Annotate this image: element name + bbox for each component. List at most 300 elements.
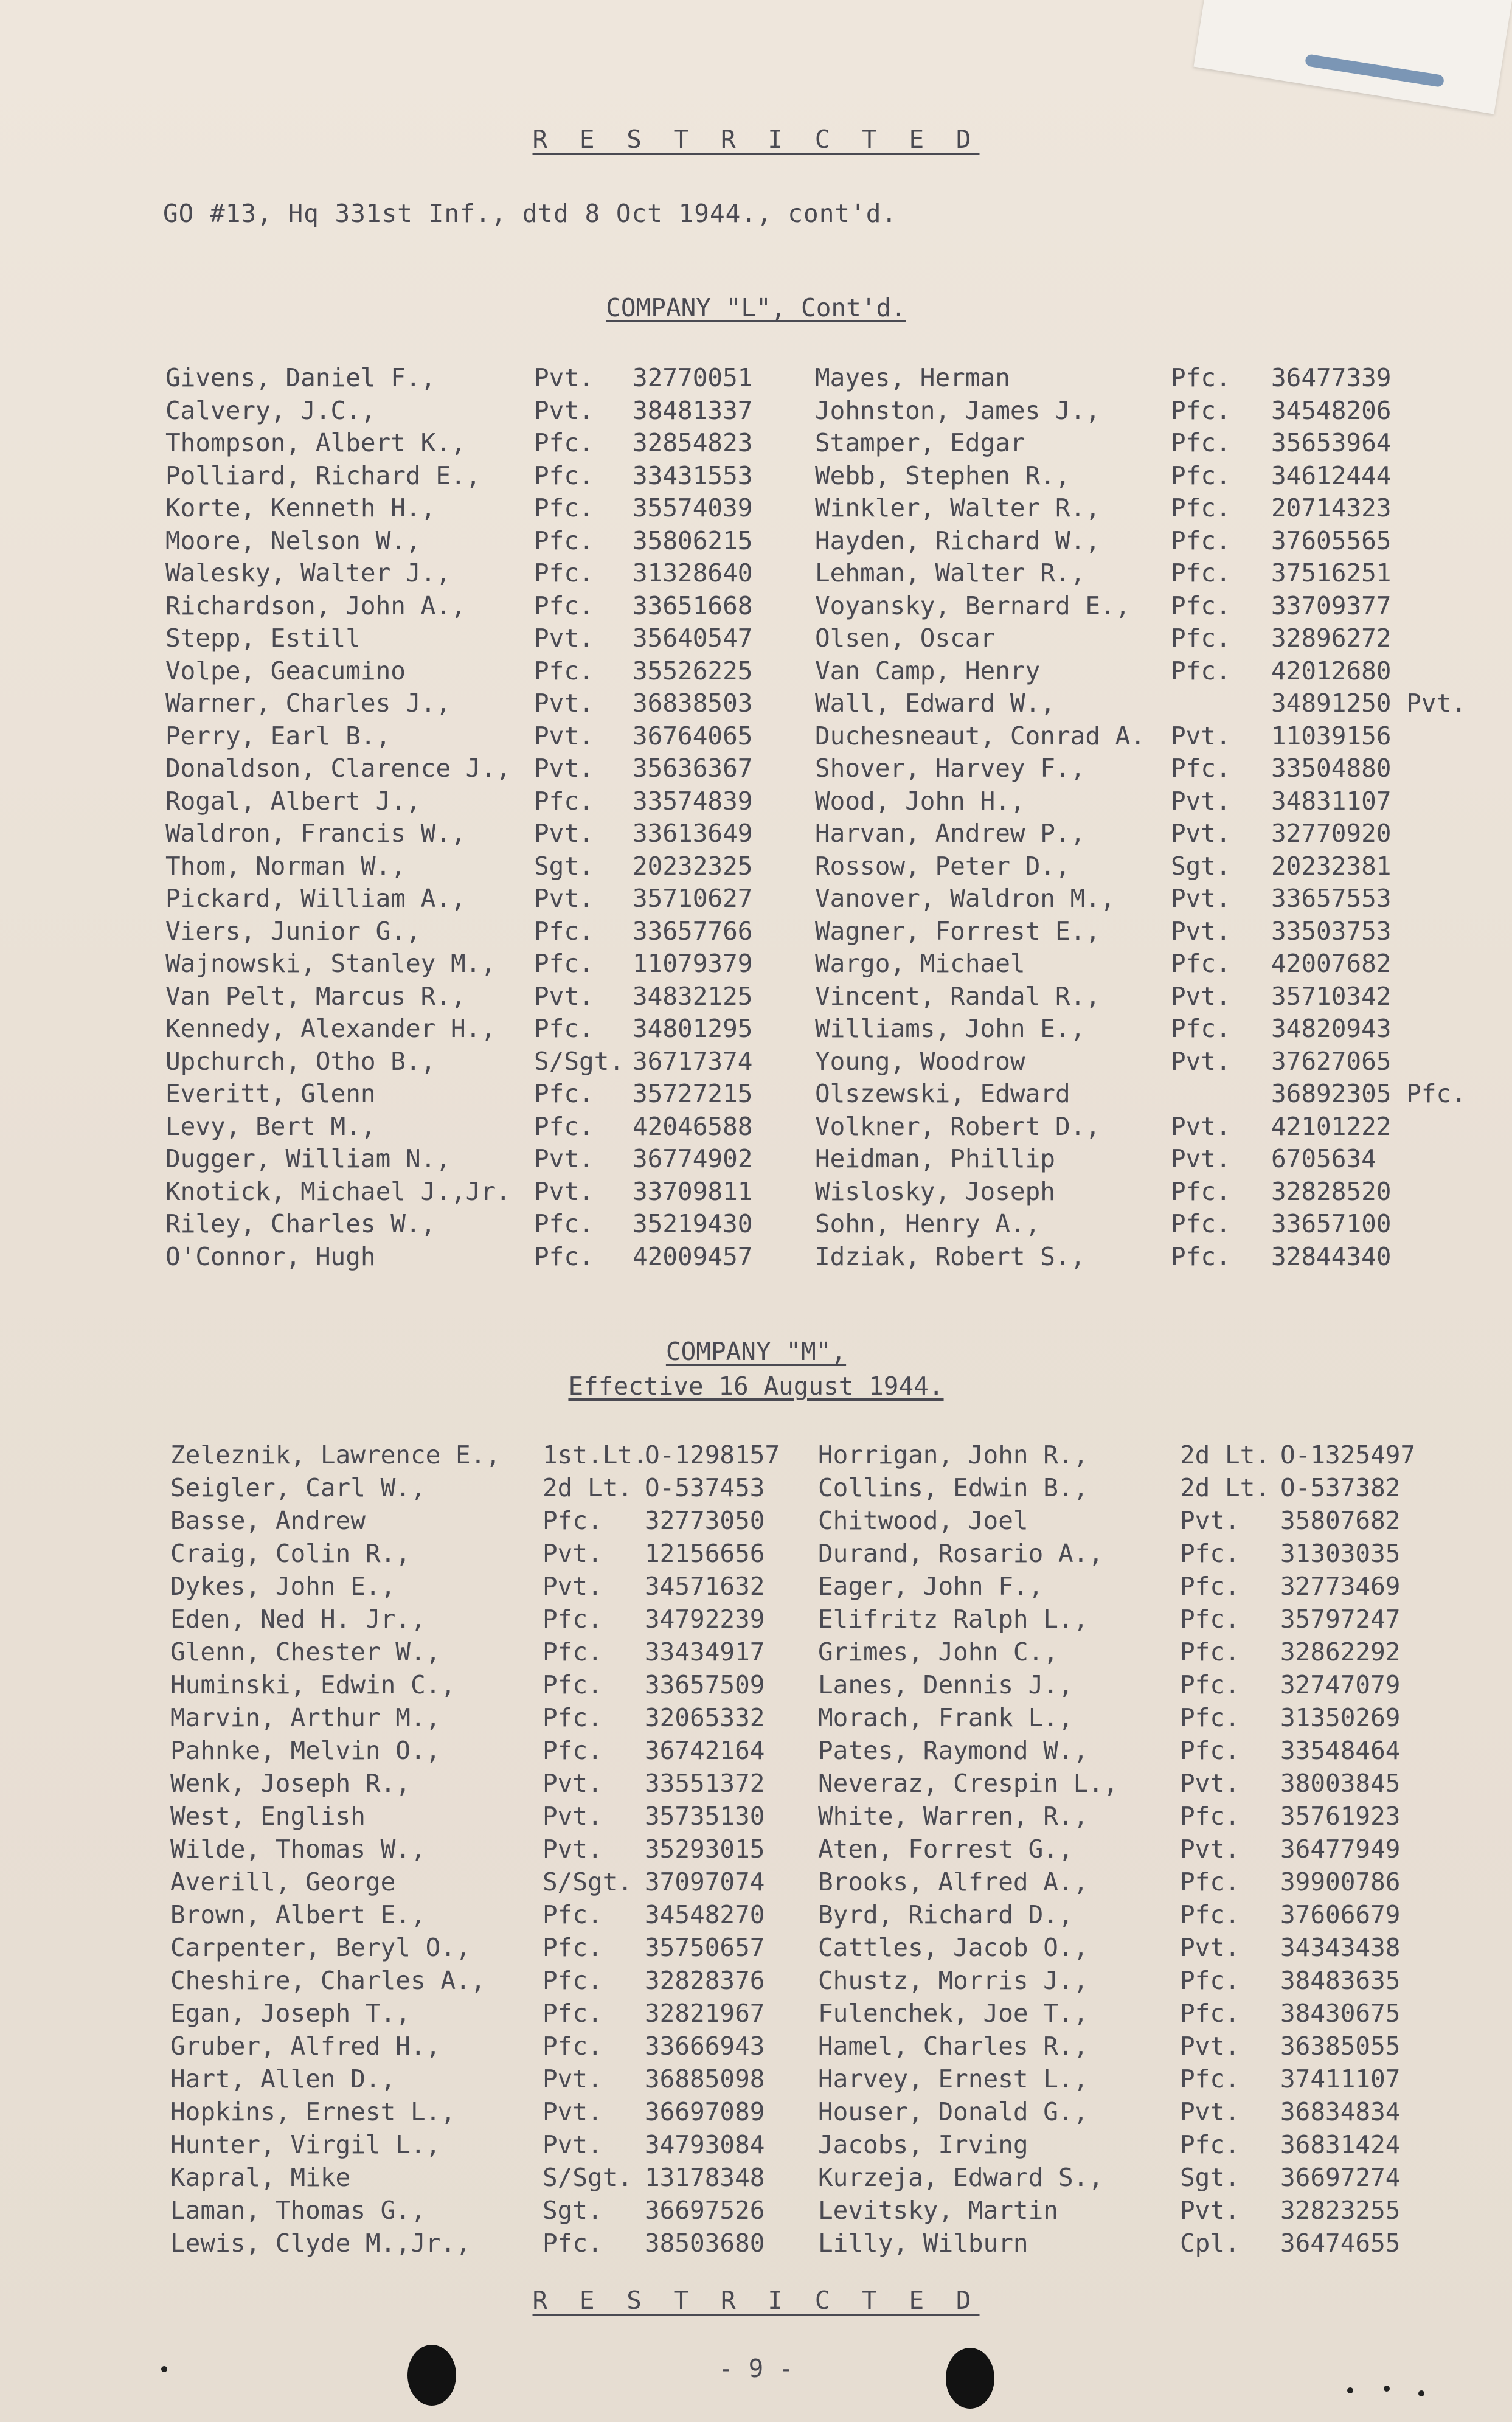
serial-right: 36834834 [1280,2097,1401,2126]
name-right: Cattles, Jacob O., [818,1933,1089,1962]
serial-left: 35636367 [633,754,753,783]
serial-left: 34793084 [645,2130,765,2159]
rank-left: Pfc. [543,1966,603,1995]
serial-right: 20714323 [1271,493,1392,522]
serial-right: 33504880 [1271,754,1392,783]
name-left: Everitt, Glenn [165,1079,376,1108]
rank-left: Pvt. [543,2130,603,2159]
rank-right: Pfc. [1171,558,1231,588]
serial-left: 33657766 [633,916,753,946]
roster-row [0,1241,1512,1273]
serial-left: 42046588 [633,1111,753,1141]
serial-left: 36885098 [645,2064,765,2094]
serial-left: 38503680 [645,2229,765,2258]
rank-left: Pvt. [534,1144,594,1173]
roster-row [0,622,1512,654]
rank-right: Pfc. [1171,1014,1231,1043]
rank-right: Pvt. [1171,884,1231,913]
roster-row [0,1965,1512,1997]
rank-left: Pfc. [534,1111,594,1141]
roster-row [0,2063,1512,2095]
name-left: Levy, Bert M., [165,1111,376,1141]
rank-left: Pfc. [543,1703,603,1732]
serial-right: 33657100 [1271,1209,1392,1238]
serial-right: 35710342 [1271,981,1392,1011]
name-right: Lanes, Dennis J., [818,1670,1073,1699]
rank-right: Pvt. [1171,819,1231,848]
rank-right: Pvt. [1171,721,1231,751]
name-left: Zeleznik, Lawrence E., [170,1440,501,1470]
rank-right: Pfc. [1171,1209,1231,1238]
serial-right: 6705634 [1271,1144,1376,1173]
roster-row [0,948,1512,980]
name-left: Calvery, J.C., [165,395,376,425]
name-left: Gruber, Alfred H., [170,2032,441,2061]
rank-left: Pvt. [534,884,594,913]
serial-right: 38483635 [1280,1966,1401,1995]
serial-right: 34548206 [1271,395,1392,425]
serial-right: 36892305 Pfc. [1271,1079,1466,1108]
serial-left: 34571632 [645,1572,765,1601]
rank-right: Pfc. [1180,2064,1240,2094]
serial-left: 36838503 [633,689,753,718]
serial-right: 36385055 [1280,2032,1401,2061]
name-right: White, Warren, R., [818,1802,1089,1831]
rank-right: Pvt. [1180,1933,1240,1962]
roster-row [0,2195,1512,2227]
name-left: Riley, Charles W., [165,1209,436,1238]
serial-right: 31350269 [1280,1703,1401,1732]
rank-left: Pfc. [543,1900,603,1929]
serial-right: 33503753 [1271,916,1392,946]
roster-row [0,1570,1512,1603]
roster-row [0,883,1512,915]
serial-left: 35219430 [633,1209,753,1238]
roster-row [0,1013,1512,1045]
section-l-title: COMPANY "L", Cont'd. [606,293,906,322]
name-left: Givens, Daniel F., [165,363,436,392]
roster-row [0,492,1512,524]
rank-right: Pvt. [1171,786,1231,816]
name-left: Perry, Earl B., [165,721,391,751]
rank-left: S/Sgt. [543,2163,633,2192]
rank-right: Pfc. [1180,1703,1240,1732]
serial-left: 33709811 [633,1176,753,1206]
name-left: Dugger, William N., [165,1144,451,1173]
name-right: Grimes, John C., [818,1637,1058,1667]
name-left: Thom, Norman W., [165,851,406,881]
name-left: Viers, Junior G., [165,916,421,946]
rank-left: Pfc. [543,1933,603,1962]
roster-row [0,655,1512,687]
rank-left: S/Sgt. [534,1046,625,1076]
roster-row [0,915,1512,948]
roster-row [0,752,1512,785]
rank-right: Pfc. [1171,526,1231,555]
name-left: Warner, Charles J., [165,689,451,718]
rank-left: Pfc. [543,1605,603,1634]
name-left: Glenn, Chester W., [170,1637,441,1667]
roster-row [0,427,1512,459]
serial-right: 35761923 [1280,1802,1401,1831]
rank-right: Pfc. [1180,1802,1240,1831]
roster-row [0,1997,1512,2030]
name-left: Egan, Joseph T., [170,1999,411,2028]
serial-right: 37605565 [1271,526,1392,555]
serial-left: 33431553 [633,460,753,490]
rank-right: Pfc. [1171,591,1231,620]
name-left: Cheshire, Charles A., [170,1966,486,1995]
name-left: Donaldson, Clarence J., [165,754,511,783]
tape-strip [1193,0,1512,114]
rank-left: Pfc. [543,2032,603,2061]
name-right: Stamper, Edgar [815,428,1025,457]
serial-left: 35727215 [633,1079,753,1108]
serial-left: 35526225 [633,656,753,685]
name-left: Dykes, John E., [170,1572,396,1601]
name-left: Richardson, John A., [165,591,466,620]
roster-row [0,1636,1512,1668]
rank-left: Pvt. [534,1176,594,1206]
roster-row [0,1046,1512,1078]
rank-right: Pvt. [1180,1769,1240,1798]
serial-left: 32770051 [633,363,753,392]
rank-left: Pfc. [534,786,594,816]
rank-right: Pfc. [1180,1605,1240,1634]
speck-left [161,2366,167,2372]
roster-row [0,525,1512,557]
rank-right: Pvt. [1180,1834,1240,1864]
name-right: Byrd, Richard D., [818,1900,1073,1929]
rank-right: Pfc. [1180,1572,1240,1601]
name-right: Pates, Raymond W., [818,1736,1089,1765]
name-right: Collins, Edwin B., [818,1473,1089,1502]
rank-right: Pvt. [1171,916,1231,946]
serial-right: 42012680 [1271,656,1392,685]
name-right: Harvey, Ernest L., [818,2064,1089,2094]
serial-right: O-537382 [1280,1473,1401,1502]
name-left: Upchurch, Otho B., [165,1046,436,1076]
name-right: Lilly, Wilburn [818,2229,1028,2258]
tape-mark [1305,54,1444,88]
rank-right: Pfc. [1171,1176,1231,1206]
name-left: Basse, Andrew [170,1506,366,1535]
rank-right: Pfc. [1171,428,1231,457]
rank-left: Pfc. [534,949,594,978]
roster-row [0,1768,1512,1800]
name-left: Thompson, Albert K., [165,428,466,457]
name-left: Pahnke, Melvin O., [170,1736,441,1765]
name-left: Volpe, Geacumino [165,656,406,685]
roster-row [0,817,1512,850]
rank-left: Pvt. [534,363,594,392]
rank-right: Pfc. [1171,949,1231,978]
roster-row [0,2030,1512,2063]
name-left: Brown, Albert E., [170,1900,426,1929]
name-right: Olsen, Oscar [815,623,996,653]
name-right: Eager, John F., [818,1572,1044,1601]
rank-left: Pvt. [534,981,594,1011]
serial-right: 33657553 [1271,884,1392,913]
name-right: Brooks, Alfred A., [818,1867,1089,1896]
name-left: Wajnowski, Stanley M., [165,949,496,978]
rank-left: Pfc. [543,1506,603,1535]
rank-right: Pfc. [1171,623,1231,653]
serial-right: O-1325497 [1280,1440,1416,1470]
roster-row [0,1505,1512,1537]
serial-left: 37097074 [645,1867,765,1896]
name-left: Averill, George [170,1867,396,1896]
rank-right: Pfc. [1180,1539,1240,1568]
name-right: Williams, John E., [815,1014,1086,1043]
roster-row [0,1078,1512,1110]
rank-left: Pfc. [543,1736,603,1765]
name-left: Waldron, Francis W., [165,819,466,848]
serial-left: 35574039 [633,493,753,522]
serial-left: 42009457 [633,1241,753,1271]
serial-left: 33434917 [645,1637,765,1667]
rank-right: Pfc. [1180,1900,1240,1929]
name-left: Moore, Nelson W., [165,526,421,555]
rank-left: S/Sgt. [543,1867,633,1896]
roster-row [0,1439,1512,1471]
rank-right: Pfc. [1180,2130,1240,2159]
name-right: Shover, Harvey F., [815,754,1086,783]
serial-left: 32773050 [645,1506,765,1535]
rank-right: 2d Lt. [1180,1473,1271,1502]
name-left: Kapral, Mike [170,2163,351,2192]
rank-left: Pfc. [534,656,594,685]
serial-left: 32828376 [645,1966,765,1995]
name-right: Winkler, Walter R., [815,493,1100,522]
rank-left: Pfc. [534,493,594,522]
rank-left: Pfc. [534,558,594,588]
page-number: - 9 - [718,2354,794,2383]
name-right: Lehman, Walter R., [815,558,1086,588]
rank-left: Pvt. [543,2064,603,2094]
rank-left: Pfc. [534,1209,594,1238]
name-right: Fulenchek, Joe T., [818,1999,1089,2028]
name-left: Carpenter, Beryl O., [170,1933,471,1962]
name-right: Aten, Forrest G., [818,1834,1073,1864]
serial-left: 34832125 [633,981,753,1011]
name-right: Van Camp, Henry [815,656,1041,685]
serial-left: 36764065 [633,721,753,751]
rank-left: Pfc. [534,526,594,555]
name-left: Craig, Colin R., [170,1539,411,1568]
serial-left: 33613649 [633,819,753,848]
name-right: Vanover, Waldron M., [815,884,1115,913]
serial-right: 36477339 [1271,363,1392,392]
roster-row [0,687,1512,720]
serial-left: 12156656 [645,1539,765,1568]
name-right: Mayes, Herman [815,363,1010,392]
roster-row [0,1111,1512,1143]
roster-row [0,2162,1512,2194]
serial-right: 36477949 [1280,1834,1401,1864]
rank-right: Pfc. [1171,460,1231,490]
serial-left: 31328640 [633,558,753,588]
name-right: Chitwood, Joel [818,1506,1028,1535]
rank-left: Pfc. [534,460,594,490]
name-left: Eden, Ned H. Jr., [170,1605,426,1634]
serial-right: 35797247 [1280,1605,1401,1634]
serial-right: 32896272 [1271,623,1392,653]
rank-left: Pvt. [534,395,594,425]
serial-right: 42007682 [1271,949,1392,978]
serial-right: 32773469 [1280,1572,1401,1601]
name-right: Idziak, Robert S., [815,1241,1086,1271]
serial-left: 35735130 [645,1802,765,1831]
rank-left: Pfc. [543,1670,603,1699]
name-right: Horrigan, John R., [818,1440,1089,1470]
order-line: GO #13, Hq 331st Inf., dtd 8 Oct 1944., cont'd. [163,199,898,228]
rank-left: Pfc. [534,1014,594,1043]
roster-row [0,590,1512,622]
name-right: Wargo, Michael [815,949,1025,978]
rank-left: Pvt. [534,819,594,848]
roster-row [0,1143,1512,1175]
rank-right: Pvt. [1171,981,1231,1011]
name-left: Walesky, Walter J., [165,558,451,588]
name-left: Polliard, Richard E., [165,460,481,490]
name-right: Duchesneaut, Conrad A. [815,721,1146,751]
roster-row [0,557,1512,589]
name-right: Wagner, Forrest E., [815,916,1100,946]
name-right: Hayden, Richard W., [815,526,1100,555]
name-left: O'Connor, Hugh [165,1241,376,1271]
roster-row [0,1866,1512,1898]
name-right: Voyansky, Bernard E., [815,591,1131,620]
rank-left: Pfc. [534,428,594,457]
rank-left: Pfc. [534,1079,594,1108]
rank-right: Pvt. [1171,1111,1231,1141]
rank-left: Pfc. [543,1999,603,2028]
roster-row [0,785,1512,817]
serial-left: 13178348 [645,2163,765,2192]
serial-right: 35807682 [1280,1506,1401,1535]
rank-right: Pfc. [1180,1670,1240,1699]
rank-right: Pfc. [1171,754,1231,783]
rank-left: Pfc. [534,916,594,946]
rank-left: Pvt. [543,1539,603,1568]
rank-left: Pvt. [534,721,594,751]
serial-left: 34548270 [645,1900,765,1929]
serial-left: 32065332 [645,1703,765,1732]
serial-left: 36742164 [645,1736,765,1765]
roster-row [0,2129,1512,2161]
serial-right: 35653964 [1271,428,1392,457]
serial-left: 33657509 [645,1670,765,1699]
serial-right: 32747079 [1280,1670,1401,1699]
serial-left: 33574839 [633,786,753,816]
serial-right: 37627065 [1271,1046,1392,1076]
rank-right: 2d Lt. [1180,1440,1271,1470]
rank-right: Cpl. [1180,2229,1240,2258]
roster-row [0,1932,1512,1964]
rank-right: Pfc. [1171,493,1231,522]
name-right: Hamel, Charles R., [818,2032,1089,2061]
serial-left: 36717374 [633,1046,753,1076]
rank-left: Pvt. [543,1769,603,1798]
name-left: Seigler, Carl W., [170,1473,426,1502]
name-right: Vincent, Randal R., [815,981,1100,1011]
serial-right: 36474655 [1280,2229,1401,2258]
name-right: Olszewski, Edward [815,1079,1070,1108]
section-m-title: COMPANY "M", [665,1337,847,1366]
rank-right: Pfc. [1180,1736,1240,1765]
name-right: Wislosky, Joseph [815,1176,1055,1206]
roster-row [0,1800,1512,1833]
roster-row [0,1702,1512,1734]
serial-right: 34343438 [1280,1933,1401,1962]
name-right: Jacobs, Irving [818,2130,1028,2159]
serial-right: 38003845 [1280,1769,1401,1798]
rank-right: Sgt. [1180,2163,1240,2192]
name-left: Rogal, Albert J., [165,786,421,816]
binder-hole-left [407,2345,456,2406]
serial-right: 42101222 [1271,1111,1392,1141]
speck-right-3 [1418,2390,1424,2396]
name-right: Kurzeja, Edward S., [818,2163,1103,2192]
serial-right: 20232381 [1271,851,1392,881]
name-left: Korte, Kenneth H., [165,493,436,522]
name-right: Volkner, Robert D., [815,1111,1100,1141]
serial-left: 33666943 [645,2032,765,2061]
serial-left: 11079379 [633,949,753,978]
serial-right: 36697274 [1280,2163,1401,2192]
roster-row [0,1603,1512,1636]
name-right: Elifritz Ralph L., [818,1605,1089,1634]
rank-right: Pvt. [1171,1046,1231,1076]
rank-left: Pvt. [534,689,594,718]
name-left: Lewis, Clyde M.,Jr., [170,2229,471,2258]
classification-bottom: R E S T R I C T E D [532,2286,980,2315]
roster-row [0,460,1512,492]
rank-left: Pvt. [543,2097,603,2126]
roster-row [0,362,1512,394]
name-right: Webb, Stephen R., [815,460,1070,490]
serial-left: 36697089 [645,2097,765,2126]
rank-right: Pvt. [1180,2097,1240,2126]
rank-right: Pvt. [1180,2032,1240,2061]
serial-right: 32823255 [1280,2196,1401,2225]
name-left: Hopkins, Ernest L., [170,2097,456,2126]
rank-right: Sgt. [1171,851,1231,881]
name-right: Chustz, Morris J., [818,1966,1089,1995]
name-left: Stepp, Estill [165,623,361,653]
roster-row [0,1735,1512,1767]
roster-row [0,1208,1512,1240]
name-right: Levitsky, Martin [818,2196,1058,2225]
roster-row [0,980,1512,1013]
name-left: Hart, Allen D., [170,2064,396,2094]
serial-left: 38481337 [633,395,753,425]
serial-right: 34891250 Pvt. [1271,689,1466,718]
name-left: Pickard, William A., [165,884,466,913]
rank-left: Pfc. [534,591,594,620]
name-right: Houser, Donald G., [818,2097,1089,2126]
serial-left: 32854823 [633,428,753,457]
serial-left: 33551372 [645,1769,765,1798]
speck-right-2 [1384,2386,1390,2392]
serial-right: 34612444 [1271,460,1392,490]
serial-left: 36774902 [633,1144,753,1173]
rank-left: Pfc. [534,1241,594,1271]
rank-right: Pfc. [1171,1241,1231,1271]
rank-left: 1st.Lt. [543,1440,648,1470]
serial-right: 34820943 [1271,1014,1392,1043]
